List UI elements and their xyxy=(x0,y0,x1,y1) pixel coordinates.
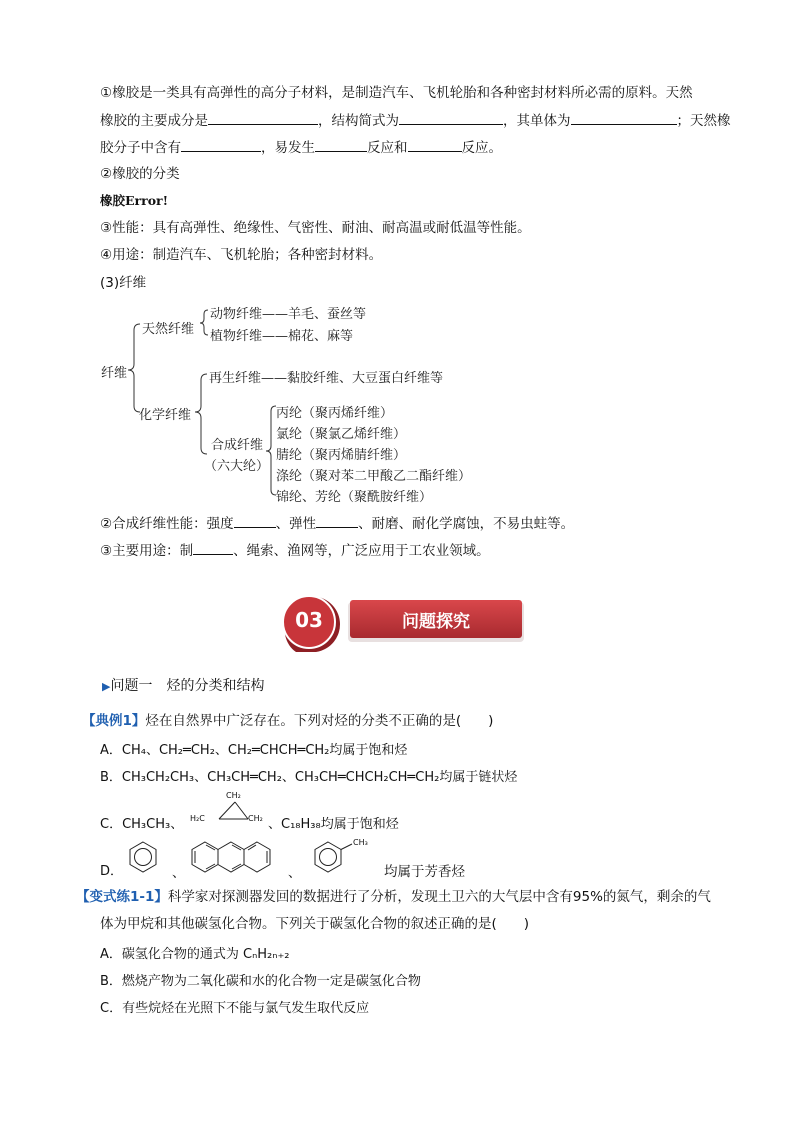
option-c-tail: 、C₁₈H₃₈均属于饱和烃 xyxy=(268,817,399,832)
text: 橡胶的主要成分是 xyxy=(100,113,208,129)
fiber-item: 丙纶（聚丙烯纤维） xyxy=(276,406,394,421)
benzene-ring xyxy=(130,842,156,872)
text: ③主要用途：制 xyxy=(100,543,194,559)
blank xyxy=(193,540,233,555)
text: 、弹性 xyxy=(275,516,317,532)
fiber-six-lun: （六大纶） xyxy=(204,459,270,474)
fiber-item: 涤纶（聚对苯二甲酸乙二酯纤维） xyxy=(276,469,472,484)
variant-option-c: C．有些烷烃在光照下不能与氯气发生取代反应 xyxy=(100,1001,370,1016)
option-b: B．CH₃CH₂CH₃、CH₃CH═CH₂、CH₃CH═CHCH₂CH═CH₂均属于链状烃 xyxy=(100,770,518,785)
fiber-heading: (3)纤维 xyxy=(100,275,147,291)
rubber-para-1a: ①橡胶是一类具有高弹性的高分子材料，是制造汽车、飞机轮胎和各种密封材料所必需的原料。天然 xyxy=(100,85,693,101)
text: C．CH₃CH₃、 xyxy=(100,817,184,832)
section-number: 03 xyxy=(295,608,323,632)
text: ，结构简式为 xyxy=(318,113,399,129)
option-d-sep-1: 、 xyxy=(172,866,186,881)
text: 反应。 xyxy=(461,140,502,156)
rubber-properties: ③性能：具有高弹性、绝缘性、气密性、耐油、耐高温或耐低温等性能。 xyxy=(100,220,531,236)
example-stem xyxy=(82,711,493,731)
fiber-natural: 天然纤维 xyxy=(142,322,195,337)
fiber-root: 纤维 xyxy=(101,366,128,381)
question-title xyxy=(102,676,264,697)
text: 烃在自然界中广泛存在。下列对烃的分类不正确的是( ) xyxy=(145,713,494,729)
option-c xyxy=(100,813,183,832)
variant-tag: 【变式练1-1】 xyxy=(76,889,168,905)
option-a: A．CH₄、CH₂═CH₂、CH₂═CHCH═CH₂均属于饱和烃 xyxy=(100,743,408,758)
text: ；天然橡 xyxy=(676,113,731,129)
text: ，其单体为 xyxy=(503,113,571,129)
fiber-chemical: 化学纤维 xyxy=(139,408,192,423)
variant-stem-1 xyxy=(76,887,711,907)
benzene-circle xyxy=(135,849,152,866)
text: D． xyxy=(100,864,124,879)
text: 、耐磨、耐化学腐蚀，不易虫蛀等。 xyxy=(358,516,575,532)
text: 、绳索、渔网等，广泛应用于工农业领域。 xyxy=(233,543,490,559)
fiber-item: 锦纶、芳纶（聚酰胺纤维） xyxy=(276,490,433,505)
cyclopropane-h2c: H₂C xyxy=(190,814,205,823)
fiber-regenerated: 再生纤维——黏胶纤维、大豆蛋白纤维等 xyxy=(209,371,444,386)
toluene xyxy=(315,842,352,872)
text: ，易发生 xyxy=(261,140,315,156)
fiber-animal: 动物纤维——羊毛、蚕丝等 xyxy=(210,307,367,322)
option-d-sep-2: 、 xyxy=(288,866,302,881)
rubber-classification: ②橡胶的分类 xyxy=(100,166,180,182)
variant-option-a: A．碳氢化合物的通式为 CₙH₂ₙ₊₂ xyxy=(100,947,290,962)
fiber-plant: 植物纤维——棉花、麻等 xyxy=(210,329,354,344)
fiber-uses xyxy=(100,540,490,561)
cyclopropane-ch2-top: CH₂ xyxy=(226,791,241,800)
text: 反应和 xyxy=(367,140,408,156)
fiber-synthetic: 合成纤维 xyxy=(211,438,264,453)
option-d-tail: 均属于芳香烃 xyxy=(384,864,465,880)
fiber-item: 氯纶（聚氯乙烯纤维） xyxy=(276,427,407,442)
example-tag: 【典例1】 xyxy=(82,713,146,729)
section-badge xyxy=(276,594,536,658)
fiber-item: 腈纶（聚丙烯腈纤维） xyxy=(276,448,407,463)
text: 科学家对探测器发回的数据进行了分析，发现土卫六的大气层中含有95%的氮气，剩余的气 xyxy=(167,889,711,905)
text: 问题一 烃的分类和结构 xyxy=(110,678,265,694)
blank xyxy=(234,513,276,528)
fiber-properties xyxy=(100,513,574,534)
rubber-uses: ④用途：制造汽车、飞机轮胎；各种密封材料。 xyxy=(100,247,383,263)
rubber-error-text: 橡胶Error! xyxy=(100,193,169,208)
blank xyxy=(316,513,358,528)
triangle-icon: ▶ xyxy=(102,680,111,693)
variant-option-b: B．燃烧产物为二氧化碳和水的化合物一定是碳氢化合物 xyxy=(100,974,421,989)
anthracene xyxy=(192,842,270,872)
text: ②合成纤维性能：强度 xyxy=(100,516,234,532)
section-title: 问题探究 xyxy=(402,612,470,632)
variant-stem-2: 体为甲烷和其他碳氢化合物。下列关于碳氢化合物的叙述正确的是( ) xyxy=(100,916,530,932)
toluene-ch3-label: CH₃ xyxy=(353,838,368,847)
text: 胶分子中含有 xyxy=(100,140,181,156)
cyclopropane-ch2-right: CH₂ xyxy=(248,814,263,823)
